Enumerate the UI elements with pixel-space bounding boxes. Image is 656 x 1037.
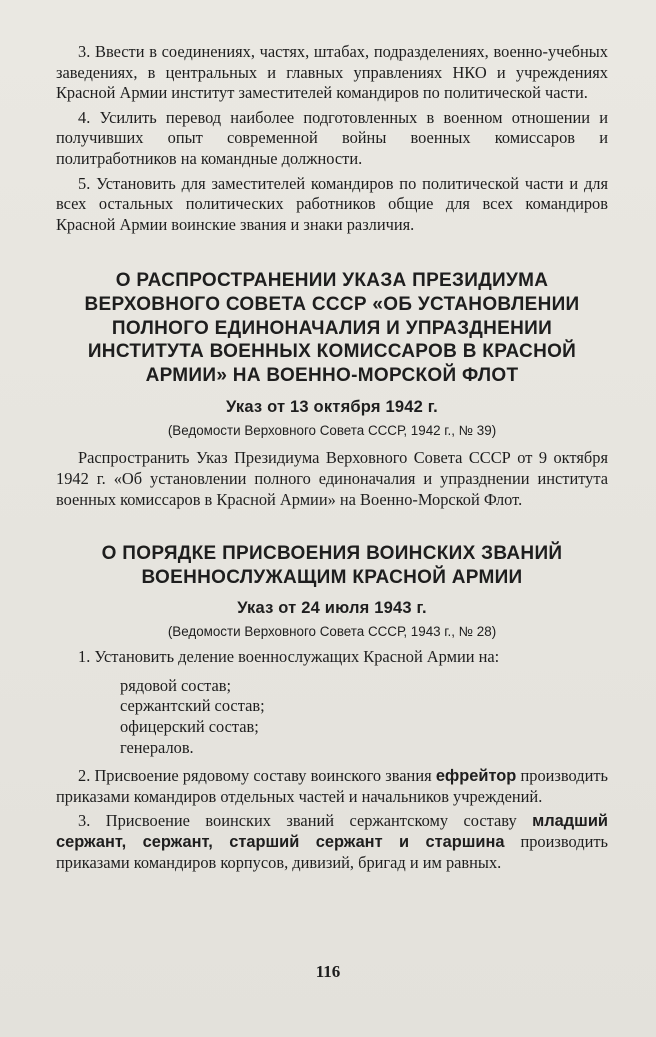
section-heading-ranks: О ПОРЯДКЕ ПРИСВОЕНИЯ ВОИНСКИХ ЗВАНИЙ ВОЕННОСЛУЖАЩИМ КРАСНОЙ АРМИИ [101,543,563,588]
personnel-categories-list [120,676,608,758]
paragraph-ranks-item-1: 1. Установить деление военнослужащих Красной Армии на: [78,647,500,667]
paragraph-navy-body: Распространить Указ Президиума Верховного Совета СССР от 9 октября 1942 г. «Об установлении полного единоначалия и упразднении института военных комиссаров в Красной Армии» на Военно-Морской Флот. [56,448,608,509]
decree-source-1942: (Ведомости Верховного Совета СССР, 1942 г., № 39) [167,423,497,439]
list-item: рядовой состав; [120,675,232,695]
sergeant-ranks: младший сержант, сержант, старший сержант и старшина [56,812,608,852]
item-2-text-end: производить приказами командиров отдельных частей и начальников учреждений. [56,766,608,806]
list-item: сержантский состав; [120,696,265,716]
decree-source-1943: (Ведомости Верховного Совета СССР, 1943 г., № 28) [167,624,497,640]
list-item: генералов. [120,737,194,757]
paragraph-item-5: 5. Установить для заместителей командиров по политической части и для всех остальных политических работников общие для всех командиров Красной Армии воинские звания и знаки различия. [56,173,608,234]
section-heading-navy: О РАСПРОСТРАНЕНИИ УКАЗА ПРЕЗИДИУМА ВЕРХОВНОГО СОВЕТА СССР «ОБ УСТАНОВЛЕНИИ ПОЛНОГО ЕДИНОНАЧАЛИЯ И УПРАЗДНЕНИИ ИНСТИТУТА ВОЕННЫХ КОМИССАРОВ В КРАСНОЙ АРМИИ» НА ВОЕННО-МОРСКОЙ ФЛОТ [84,270,580,386]
rank-yefreitor: ефрейтор [435,767,517,786]
item-3-text-end: производить приказами командиров корпусов, дивизий, бригад и им равных. [56,832,608,872]
item-3-text-start: 3. Присвоение воинских званий сержантскому составу [78,811,517,831]
decree-date-1942: Указ от 13 октября 1942 г. [226,398,438,417]
list-item: офицерский состав; [120,717,259,737]
page-number: 116 [315,962,341,981]
paragraph-ranks-item-3 [56,811,608,873]
decree-date-1943: Указ от 24 июля 1943 г. [237,599,427,618]
paragraph-ranks-item-2 [56,766,608,807]
paragraph-item-3: 3. Ввести в соединениях, частях, штабах, подразделениях, военно-учебных заведениях, в центральных и главных управлениях НКО и учреждениях Красной Армии институт заместителей командиров по политической части. [56,42,608,103]
item-2-text-start: 2. Присвоение рядовому составу воинского звания [78,766,432,786]
paragraph-item-4: 4. Усилить перевод наиболее подготовленных в военном отношении и получивших опыт современной войны военных комиссаров и политработников на командные должности. [56,107,608,168]
text-column [56,42,608,877]
